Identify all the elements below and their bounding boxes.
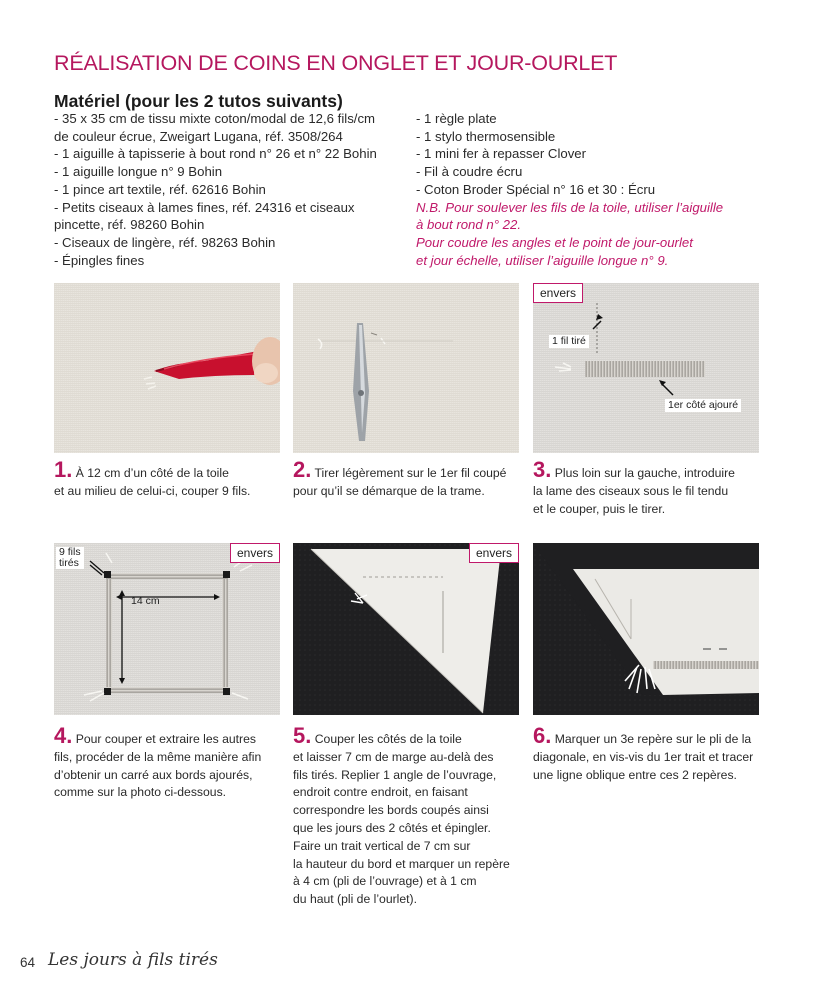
step-number: 5. [293,723,312,748]
book-title: Les jours à fils tirés [48,950,218,970]
materials-right-line: - Coton Broder Spécial n° 16 et 30 : Écru [416,181,656,197]
photo-step-3 [533,283,759,453]
materials-right-line: - 1 mini fer à repasser Clover [416,146,587,162]
materials-left-line: - 1 pince art textile, réf. 62616 Bohin [54,181,266,197]
materials-heading: Matériel (pour les 2 tutos suivants) [54,91,343,111]
step-text: Faire un trait vertical de 7 cm sur [293,838,471,853]
page-number: 64 [20,955,36,970]
step-text: Pour couper et extraire les autres [75,732,256,746]
envers-tag: envers [230,543,280,563]
materials-left-line: - 1 aiguille longue n° 9 Bohin [54,164,223,180]
note-line: Pour coudre les angles et le point de jour-ourlet [416,234,693,250]
note-line: N.B. Pour soulever les fils de la toile, utiliser l’aiguille [416,199,724,215]
step-text: À 12 cm d’un côté de la toile [75,466,229,480]
step-text: diagonale, en vis-vis du 1er trait et tracer [533,749,754,764]
step-text: Couper les côtés de la toile [314,732,462,746]
step-text: comme sur la photo ci-dessous. [54,785,227,800]
materials-left-line: - 35 x 35 cm de tissu mixte coton/modal de 12,6 fils/cm [54,111,376,126]
step-text: fils, procéder de la même manière afin [54,749,262,764]
label-dimension: 14 cm [131,595,160,607]
envers-tag: envers [469,543,519,563]
step-text: et laisser 7 cm de marge au-delà des [293,749,494,764]
step-text: endroit contre endroit, en faisant [293,785,468,800]
label-cote-ajoure: 1er côté ajouré [665,399,741,412]
photo-step-4 [54,543,280,715]
step-text: la lame des ciseaux sous le fil tendu [533,483,729,498]
label-fils-tires [56,547,84,569]
step-text: correspondre les bords coupés ainsi [293,803,489,818]
step-number: 4. [54,723,73,748]
step-5 [293,723,510,909]
materials-left-line: - 1 aiguille à tapisserie à bout rond n° 26 et n° 22 Bohin [54,146,377,162]
note-line: et jour échelle, utiliser l’aiguille longue n° 9. [416,252,669,268]
step-text: d’obtenir un carré aux bords ajourés, [54,767,253,782]
step-1 [54,457,251,501]
label-fils-tires-line: tirés [59,557,79,569]
materials-right-line: - Fil à coudre écru [416,164,523,180]
step-text: et au milieu de celui-ci, couper 9 fils. [54,483,251,498]
materials-left-line: - Petits ciseaux à lames fines, réf. 24316 et ciseaux [54,199,355,215]
step-text: Marquer un 3e repère sur le pli de la [554,732,752,746]
step-text: à 4 cm (pli de l’ouvrage) et à 1 cm [293,874,477,889]
materials-left-line: - Ciseaux de lingère, réf. 98263 Bohin [54,234,276,250]
step-text: du haut (pli de l’ourlet). [293,892,417,907]
step-text: Tirer légèrement sur le 1er fil coupé [314,466,507,480]
note-line: à bout rond n° 22. [416,217,521,233]
label-fils-tires-line: 9 fils [59,546,81,558]
materials-left-line: pincette, réf. 98260 Bohin [54,217,205,233]
materials-right-list [416,110,723,269]
step-number: 3. [533,457,552,482]
step-6 [533,723,754,784]
step-text: que les jours des 2 côtés et épingler. [293,820,491,835]
materials-right-line: - 1 règle plate [416,111,497,126]
step-4 [54,723,262,802]
step-text: une ligne oblique entre ces 2 repères. [533,767,737,782]
step-2 [293,457,507,501]
step-text: pour qu’il se démarque de la trame. [293,483,485,498]
step-number: 2. [293,457,312,482]
photo-step-1 [54,283,280,453]
label-fil-tire: 1 fil tiré [549,335,589,348]
page-title: RÉALISATION DE COINS EN ONGLET ET JOUR-OURLET [54,51,618,75]
step-number: 1. [54,457,73,482]
step-3 [533,457,735,518]
photo-step-5 [293,543,519,715]
photo-step-6 [533,543,759,715]
envers-tag: envers [533,283,583,303]
step-text: fils tirés. Replier 1 angle de l’ouvrage, [293,767,497,782]
step-text: Plus loin sur la gauche, introduire [554,466,735,480]
materials-right-line: - 1 stylo thermosensible [416,128,556,144]
step-number: 6. [533,723,552,748]
photo-step-2 [293,283,519,453]
step-text: la hauteur du bord et marquer un repère [293,856,510,871]
materials-left-line: de couleur écrue, Zweigart Lugana, réf. 3508/264 [54,128,343,144]
materials-left-line: - Épingles fines [54,252,145,268]
materials-left-list [54,110,377,269]
step-text: et le couper, puis le tirer. [533,501,666,516]
